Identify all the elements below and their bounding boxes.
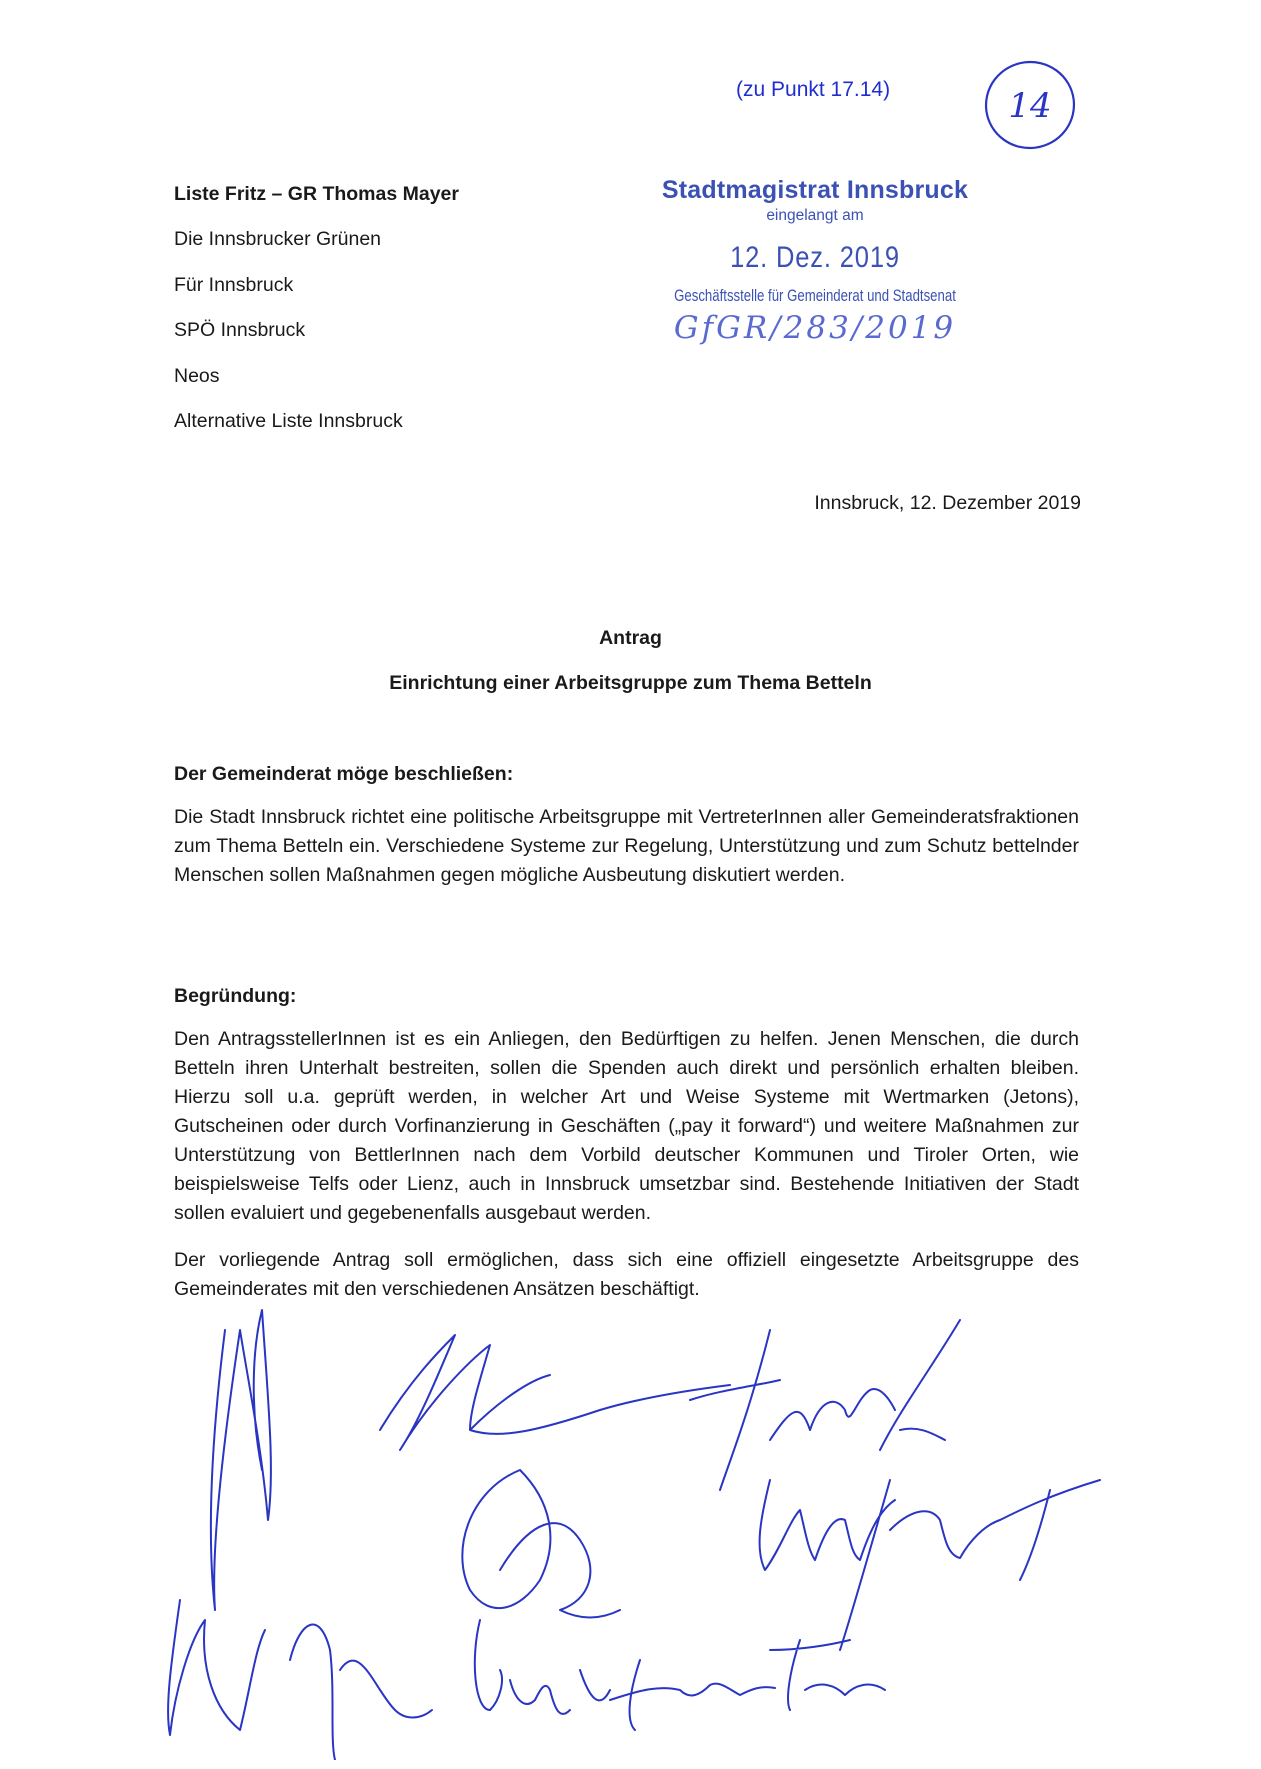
motion-heading: Der Gemeinderat möge beschließen: — [174, 763, 514, 785]
signature-5 — [475, 1620, 610, 1714]
signature-2-lower — [462, 1470, 620, 1618]
signature-2 — [380, 1335, 730, 1450]
page-number-circle — [980, 55, 1080, 155]
signature-3 — [690, 1320, 960, 1490]
signature-7 — [770, 1640, 885, 1710]
reference-note: (zu Punkt 17.14) — [736, 78, 891, 101]
document-type: Antrag — [599, 627, 662, 649]
justification-paragraph: Den AntragsstellerInnen ist es ein Anliegen, den Bedürftigen zu helfen. Jenen Menschen, die durch Betteln ihren Unterhalt bestreiten, sollen die Spenden auch direkt und persönlich erhalten bleiben. Hierzu soll u.a. geprüft werden, in welcher Art und Weise Systeme mit Wertmarken (Jetons), Gutscheinen oder durch Vorfinanzierung in Geschäften („pay it forward“) und weitere Maßnahmen zur Unterstützung von BettlerInnen nach dem Vorbild deutscher Kommunen und Tiroler Orten, wie beispielsweise Telfs oder Lienz, auch in Innsbruck umsetzbar sind. Bestehende Initiativen der Stadt sollen evaluiert und gegebenenfalls ausgebaut werden. — [174, 1028, 1079, 1224]
justification-heading: Begründung: — [174, 985, 297, 1007]
page-number-mark: 14 — [1008, 86, 1052, 126]
stamp-department: Geschäftsstelle für Gemeinderat und Stadtsenat — [674, 287, 956, 305]
signature-4 — [760, 1480, 1100, 1650]
stamp-received-date: 12. Dez. 2019 — [730, 241, 900, 274]
stamp-file-number: GfGR/283/2019 — [673, 310, 957, 346]
signature-1-lower — [168, 1600, 432, 1760]
justification-paragraph: Der vorliegende Antrag soll ermöglichen, dass sich eine offiziell eingesetzte Arbeitsgruppe des Gemeinderates mit den verschiedenen Ansätzen beschäftigt. — [174, 1249, 1079, 1300]
sender-list — [174, 172, 459, 444]
sender-item: Die Innsbrucker Grünen — [174, 228, 382, 251]
sender-item: Liste Fritz – GR Thomas Mayer — [174, 183, 459, 205]
sender-item: Alternative Liste Innsbruck — [174, 410, 403, 433]
document-subject: Einrichtung einer Arbeitsgruppe zum Thema Betteln — [389, 672, 872, 694]
signature-6 — [610, 1660, 775, 1730]
sender-item: Für Innsbruck — [174, 273, 294, 296]
signature-1 — [211, 1310, 271, 1610]
stamp-received-label: eingelangt am — [766, 207, 864, 224]
sender-item: Neos — [174, 364, 220, 387]
sender-item: SPÖ Innsbruck — [174, 319, 306, 342]
received-stamp — [620, 176, 1010, 346]
signatures — [0, 1290, 1261, 1760]
place-date: Innsbruck, 12. Dezember 2019 — [814, 492, 1081, 514]
stamp-office: Stadtmagistrat Innsbruck — [661, 176, 969, 204]
motion-text: Die Stadt Innsbruck richtet eine politische Arbeitsgruppe mit VertreterInnen aller Gemeinderatsfraktionen zum Thema Betteln ein. Verschiedene Systeme zur Regelung, Unterstützung und zum Schutz bettelnder Menschen sollen Maßnahmen gegen mögliche Ausbeutung diskutiert werden. — [174, 806, 1079, 886]
